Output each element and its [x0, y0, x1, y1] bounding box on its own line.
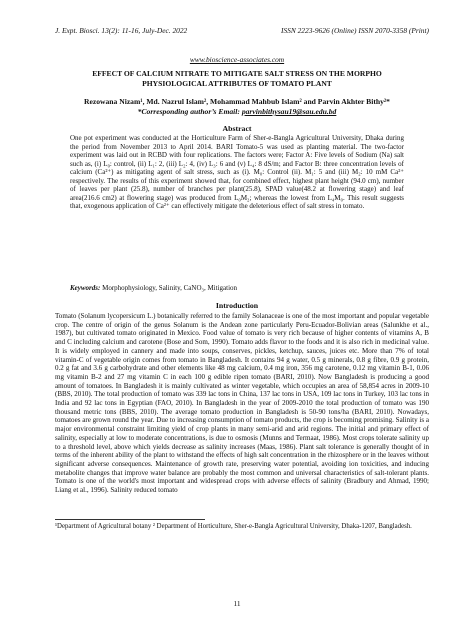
issn-info: ISSN 2223-9626 (Online) ISSN 2070-3358 (Print)	[280, 26, 429, 35]
website-link[interactable]: www.bioscience-associates.com	[189, 55, 285, 64]
corresponding-label: *Corresponding author’s Email:	[137, 107, 242, 116]
corresponding-email-link[interactable]: parvinbithysau19@sau.edu.bd	[241, 107, 337, 116]
running-header	[55, 26, 429, 35]
abstract-text: One pot experiment was conducted at the Horticulture Farm of Sher-e-Bangla Agricultural University, Dhaka during the period from November 2013 to April 2014. BARI Tomato-5 was used as planting material. The two-factor experiment was laid out in RCBD with four replications. The factors were; Factor A: Five levels of Sodium (Na) salt such as, (i) L₀: control, (ii) L₁: 2, (iii) L₂: 4, (iv) L₃: 6 and (v) L₄: 8 dS/m; and Factor B: three concentration levels of calcium (Ca²⁺) as mitigating agent of salt stress, such as (i). M₀: Control (ii). M₁: 5 and (iii) M₂: 10 mM Ca²⁺ respectively. The results of this experiment showed that, for combined effect, highest plant height (94.0 cm), number of leaves per plant (25.8), number of branches per plant(25.8), SPAD value(48.2 at flowering stage) and leaf area(216.6 cm2) at flowering stage) was produced from L₀M₂; whereas the lowest from L₄M₀. This result suggests that, exogenous application of Ca²⁺ can effectively mitigate the deleterious effect of salt stress in tomato.	[70, 134, 404, 210]
corresponding-author	[30, 107, 444, 117]
author-list: Rezowana Nizam¹, Md. Nazrul Islam², Mohammad Mahbub Islam² and Parvin Akhter Bithy²*	[84, 97, 390, 106]
keywords-label: Keywords:	[70, 284, 101, 292]
affiliation-footnote: ¹Department of Agricultural botany ² Department of Horticulture, Sher-e-Bangla Agricultural University, Dhaka-1207, Bangladesh.	[55, 523, 412, 530]
introduction-text: Tomato (Solanum lycopersicum L.) botanically referred to the family Solanaceae is one of the most important and popular vegetable crop. The centre of origin of the genus Solanum is the Andean zone particularly Peru-Ecuador-Bolivian areas (Salunkhe et al., 1987), but cultivated tomato originated in Mexico. Food value of tomato is very rich because of higher contents of vitamins A, B and C including calcium and carotene (Bose and Som, 1990). Tomato adds flavor to the foods and it is also rich in medicinal value. It is widely employed in cannery and made into soups, conserves, pickles, ketchup, sauces, juices etc. More than 7% of total vitamin-C of vegetable origin comes from tomato in Bangladesh. It contains 94 g water, 0.5 g minerals, 0.8 g fibre, 0.9 g protein, 0.2 g fat and 3.6 g carbohydrate and other elements like 48 mg calcium, 0.4 mg iron, 356 mg carotene, 0.12 mg vitamin B-1, 0.06 mg vitamin B-2 and 27 mg vitamin C in each 100 g edible ripen tomato (BARI, 2010). Now Bangladesh is producing a good amount of tomatoes. In Bangladesh it is mainly cultivated as winter vegetable, which occupies an area of 58,854 acres in 2009-10 (BBS, 2010). The total production of tomato was 339 lac tons in China, 137 lac tons in USA, 109 lac tons in Turkey, 103 lac tons in India and 92 lac tons in Egyptian (FAO, 2010). In Bangladesh in the year of 2009-2010 the total production of tomato was 190 thousand metric tons (BBS, 2010). The average tomato production in Bangladesh is 50-90 tons/ha (BARI, 2010). Nowadays, tomatoes are grown round the year. Due to increasing consumption of tomato products, the crop is becoming promising. Salinity is a major environmental constraint limiting yield of crop plants in many semi-arid and arid regions. The initial and primary effect of salinity, especially at low to moderate concentrations, is due to osmosis (Munns and Termaat, 1986). Most crops tolerate salinity up to a threshold level, above which yields decrease as salinity increases (Maas, 1986). Plant salt tolerance is generally thought of in terms of the inherent ability of the plant to withstand the effects of high salt concentration in the rhizosphere or in the leaves without significant adverse consequences. Maintenance of growth rate, preserving water potential, avoiding ion toxicities, and inducing metabolite changes that improve water balance are probably the most common and universal characteristics of salt-tolerant plants. Tomato is one of the world's most important and widespread crops with adverse effects of salinity (Bradbury and Ahmad, 1990; Liang et al., 1996). Salinity reduced tomato	[55, 312, 429, 495]
author-block	[30, 97, 444, 117]
keywords-line	[70, 284, 404, 293]
abstract-heading: Abstract	[222, 124, 252, 133]
keywords-list: Morphophysiology, Salinity, CaNO₃, Mitigation	[100, 284, 238, 292]
journal-citation: J. Expt. Biosci. 13(2): 11-16, July-Dec. 2022	[55, 26, 188, 35]
footnote-divider	[55, 519, 205, 520]
page-number: 11	[233, 599, 241, 608]
paper-title: EFFECT OF CALCIUM NITRATE TO MITIGATE SALT STRESS ON THE MORPHO PHYSIOLOGICAL ATTRIBUTES OF TOMATO PLANT	[92, 69, 382, 88]
introduction-heading: Introduction	[215, 301, 259, 310]
